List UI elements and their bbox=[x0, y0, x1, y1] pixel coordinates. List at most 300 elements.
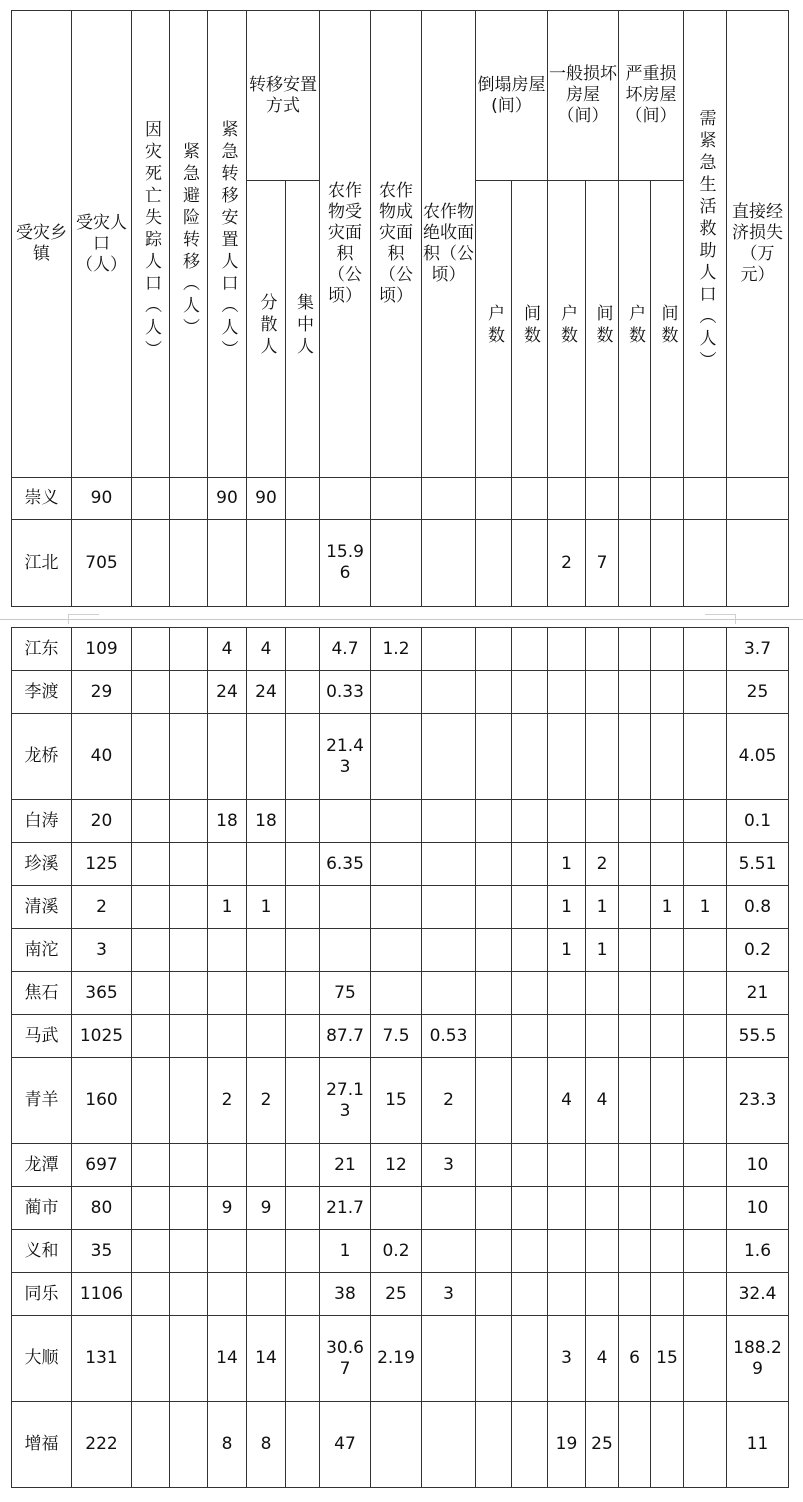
page-corner-mark bbox=[68, 614, 99, 624]
data-cell bbox=[619, 972, 651, 1015]
data-cell bbox=[286, 1273, 320, 1316]
data-cell bbox=[548, 628, 586, 671]
data-cell bbox=[286, 671, 320, 714]
data-cell bbox=[548, 972, 586, 1015]
table-row bbox=[12, 671, 789, 714]
data-cell bbox=[208, 843, 247, 886]
data-cell bbox=[619, 1015, 651, 1058]
data-cell: 19 bbox=[548, 1402, 586, 1488]
table-row bbox=[12, 972, 789, 1015]
data-cell bbox=[651, 1273, 684, 1316]
data-cell: 15 bbox=[371, 1058, 422, 1144]
data-cell: 35 bbox=[72, 1230, 132, 1273]
data-cell: 5.51 bbox=[727, 843, 789, 886]
table-row bbox=[12, 520, 789, 607]
data-cell: 4 bbox=[247, 628, 286, 671]
data-cell bbox=[619, 714, 651, 800]
data-cell bbox=[548, 1015, 586, 1058]
data-cell: 80 bbox=[72, 1187, 132, 1230]
data-cell bbox=[684, 800, 727, 843]
data-cell bbox=[512, 1187, 548, 1230]
data-cell: 4 bbox=[548, 1058, 586, 1144]
data-cell: 697 bbox=[72, 1144, 132, 1187]
data-cell bbox=[512, 671, 548, 714]
data-cell bbox=[247, 1015, 286, 1058]
table-row bbox=[12, 843, 789, 886]
table-row bbox=[12, 1273, 789, 1316]
town-name-cell: 珍溪 bbox=[12, 843, 72, 886]
data-cell bbox=[208, 972, 247, 1015]
data-cell: 32.4 bbox=[727, 1273, 789, 1316]
data-cell bbox=[422, 800, 476, 843]
data-cell bbox=[170, 1144, 208, 1187]
data-cell: 6.35 bbox=[320, 843, 371, 886]
data-cell bbox=[684, 843, 727, 886]
header-relocate-mode: 转移安置方式 bbox=[247, 11, 320, 181]
header-general-households: 户数 bbox=[548, 181, 586, 478]
data-cell bbox=[512, 800, 548, 843]
data-cell bbox=[422, 671, 476, 714]
data-cell bbox=[512, 1402, 548, 1488]
data-cell bbox=[132, 1316, 170, 1402]
town-name-cell: 义和 bbox=[12, 1230, 72, 1273]
data-cell bbox=[286, 1230, 320, 1273]
town-name-cell: 大顺 bbox=[12, 1316, 72, 1402]
data-cell bbox=[170, 478, 208, 520]
data-cell bbox=[371, 671, 422, 714]
data-cell: 2 bbox=[548, 520, 586, 607]
data-cell bbox=[586, 628, 619, 671]
data-cell: 0.33 bbox=[320, 671, 371, 714]
header-dispersed: 分散人 bbox=[247, 181, 286, 478]
table-row bbox=[12, 886, 789, 929]
town-name-cell: 同乐 bbox=[12, 1273, 72, 1316]
data-cell bbox=[286, 843, 320, 886]
data-cell bbox=[132, 1230, 170, 1273]
data-cell: 1 bbox=[684, 886, 727, 929]
data-cell: 1 bbox=[548, 886, 586, 929]
data-cell: 18 bbox=[208, 800, 247, 843]
data-cell bbox=[132, 671, 170, 714]
data-cell bbox=[286, 1015, 320, 1058]
data-cell bbox=[208, 1273, 247, 1316]
town-name-cell: 龙潭 bbox=[12, 1144, 72, 1187]
table-row bbox=[12, 1316, 789, 1402]
header-crop-affected: 农作物受灾面积（公顷） bbox=[320, 11, 371, 478]
data-cell bbox=[586, 800, 619, 843]
data-cell: 0.1 bbox=[727, 800, 789, 843]
data-cell bbox=[512, 1273, 548, 1316]
data-cell: 1 bbox=[651, 886, 684, 929]
data-cell bbox=[619, 886, 651, 929]
data-cell bbox=[371, 972, 422, 1015]
data-cell bbox=[247, 520, 286, 607]
header-collapsed-households: 户数 bbox=[476, 181, 512, 478]
data-cell bbox=[170, 628, 208, 671]
data-cell bbox=[371, 520, 422, 607]
data-cell bbox=[170, 520, 208, 607]
data-cell: 109 bbox=[72, 628, 132, 671]
data-cell bbox=[476, 929, 512, 972]
data-cell bbox=[286, 1187, 320, 1230]
data-cell bbox=[684, 972, 727, 1015]
data-cell bbox=[684, 1058, 727, 1144]
data-cell: 3.7 bbox=[727, 628, 789, 671]
header-relocate: 紧急转移安置人口（人） bbox=[208, 11, 247, 478]
data-cell: 9 bbox=[208, 1187, 247, 1230]
data-cell bbox=[512, 628, 548, 671]
data-cell bbox=[512, 972, 548, 1015]
data-cell bbox=[512, 886, 548, 929]
data-cell: 12 bbox=[371, 1144, 422, 1187]
data-cell bbox=[208, 520, 247, 607]
data-cell: 24 bbox=[208, 671, 247, 714]
disaster-table-part2 bbox=[11, 627, 789, 1488]
table-row bbox=[12, 1187, 789, 1230]
town-name-cell: 马武 bbox=[12, 1015, 72, 1058]
data-cell bbox=[651, 478, 684, 520]
data-cell bbox=[684, 671, 727, 714]
header-econ-loss: 直接经济损失（万元） bbox=[727, 11, 789, 478]
data-cell bbox=[512, 843, 548, 886]
data-cell: 30.67 bbox=[320, 1316, 371, 1402]
header-town: 受灾乡镇 bbox=[12, 11, 72, 478]
data-cell: 21.43 bbox=[320, 714, 371, 800]
town-name-cell: 江东 bbox=[12, 628, 72, 671]
data-cell bbox=[320, 800, 371, 843]
data-cell bbox=[320, 478, 371, 520]
data-cell bbox=[286, 972, 320, 1015]
data-cell bbox=[476, 1187, 512, 1230]
data-cell bbox=[170, 1015, 208, 1058]
town-name-cell: 清溪 bbox=[12, 886, 72, 929]
data-cell bbox=[586, 1015, 619, 1058]
data-cell: 1 bbox=[586, 929, 619, 972]
data-cell bbox=[586, 1187, 619, 1230]
data-cell bbox=[247, 929, 286, 972]
data-cell bbox=[286, 478, 320, 520]
data-cell: 20 bbox=[72, 800, 132, 843]
data-cell bbox=[512, 714, 548, 800]
data-cell bbox=[286, 628, 320, 671]
data-cell bbox=[586, 1230, 619, 1273]
header-severe-households: 户数 bbox=[619, 181, 651, 478]
data-cell bbox=[619, 929, 651, 972]
data-cell: 3 bbox=[422, 1144, 476, 1187]
data-cell bbox=[476, 520, 512, 607]
data-cell bbox=[170, 800, 208, 843]
disaster-table-part1 bbox=[11, 10, 789, 607]
data-cell bbox=[651, 800, 684, 843]
data-cell bbox=[586, 714, 619, 800]
data-cell: 0.53 bbox=[422, 1015, 476, 1058]
data-cell bbox=[619, 843, 651, 886]
data-cell: 87.7 bbox=[320, 1015, 371, 1058]
data-cell bbox=[422, 886, 476, 929]
data-cell: 24 bbox=[247, 671, 286, 714]
data-cell: 25 bbox=[727, 671, 789, 714]
data-cell: 4.7 bbox=[320, 628, 371, 671]
data-cell bbox=[684, 520, 727, 607]
data-cell bbox=[170, 929, 208, 972]
data-cell bbox=[170, 671, 208, 714]
data-cell bbox=[651, 714, 684, 800]
data-cell bbox=[684, 929, 727, 972]
data-cell bbox=[208, 1144, 247, 1187]
data-cell bbox=[619, 478, 651, 520]
data-cell bbox=[422, 843, 476, 886]
data-cell bbox=[371, 929, 422, 972]
table-row bbox=[12, 1144, 789, 1187]
data-cell: 1 bbox=[586, 886, 619, 929]
data-cell bbox=[727, 478, 789, 520]
data-cell bbox=[476, 1144, 512, 1187]
data-cell bbox=[170, 1058, 208, 1144]
data-cell bbox=[170, 1230, 208, 1273]
data-cell bbox=[586, 1144, 619, 1187]
data-cell bbox=[512, 1316, 548, 1402]
data-cell: 8 bbox=[208, 1402, 247, 1488]
data-cell bbox=[132, 478, 170, 520]
data-cell bbox=[132, 1015, 170, 1058]
data-cell bbox=[512, 929, 548, 972]
town-name-cell: 龙桥 bbox=[12, 714, 72, 800]
data-cell bbox=[371, 714, 422, 800]
data-cell bbox=[208, 1230, 247, 1273]
data-cell bbox=[476, 671, 512, 714]
data-cell bbox=[476, 886, 512, 929]
data-cell bbox=[619, 671, 651, 714]
data-cell: 55.5 bbox=[727, 1015, 789, 1058]
data-cell bbox=[619, 1144, 651, 1187]
data-cell bbox=[512, 478, 548, 520]
data-cell bbox=[422, 628, 476, 671]
data-cell: 1.6 bbox=[727, 1230, 789, 1273]
data-cell bbox=[476, 1058, 512, 1144]
town-name-cell: 白涛 bbox=[12, 800, 72, 843]
data-cell bbox=[132, 1144, 170, 1187]
data-cell bbox=[422, 714, 476, 800]
data-cell bbox=[132, 843, 170, 886]
data-cell bbox=[371, 1402, 422, 1488]
data-cell bbox=[684, 1402, 727, 1488]
data-cell bbox=[422, 929, 476, 972]
data-cell: 0.2 bbox=[371, 1230, 422, 1273]
data-cell bbox=[548, 478, 586, 520]
data-cell bbox=[684, 714, 727, 800]
data-cell: 14 bbox=[208, 1316, 247, 1402]
data-cell bbox=[651, 1144, 684, 1187]
data-cell: 2 bbox=[247, 1058, 286, 1144]
data-cell: 27.13 bbox=[320, 1058, 371, 1144]
data-cell: 15 bbox=[651, 1316, 684, 1402]
data-cell bbox=[619, 628, 651, 671]
data-cell: 15.96 bbox=[320, 520, 371, 607]
data-cell bbox=[476, 843, 512, 886]
data-cell bbox=[476, 628, 512, 671]
header-collapsed-rooms: 间数 bbox=[512, 181, 548, 478]
data-cell bbox=[651, 628, 684, 671]
data-cell: 25 bbox=[371, 1273, 422, 1316]
data-cell bbox=[247, 843, 286, 886]
data-cell bbox=[476, 714, 512, 800]
data-cell bbox=[619, 520, 651, 607]
data-cell: 0.2 bbox=[727, 929, 789, 972]
data-cell bbox=[684, 1230, 727, 1273]
data-cell: 11 bbox=[727, 1402, 789, 1488]
data-cell: 6 bbox=[619, 1316, 651, 1402]
data-cell: 8 bbox=[247, 1402, 286, 1488]
data-cell bbox=[619, 1187, 651, 1230]
header-dead-missing: 因灾死亡失踪人口（人） bbox=[132, 11, 170, 478]
data-cell: 7 bbox=[586, 520, 619, 607]
data-cell bbox=[286, 714, 320, 800]
data-cell bbox=[512, 1230, 548, 1273]
data-cell bbox=[371, 800, 422, 843]
data-cell: 10 bbox=[727, 1187, 789, 1230]
data-cell bbox=[132, 628, 170, 671]
data-cell bbox=[548, 1187, 586, 1230]
data-cell bbox=[286, 1402, 320, 1488]
header-severe-rooms: 间数 bbox=[651, 181, 684, 478]
data-cell bbox=[476, 800, 512, 843]
town-name-cell: 青羊 bbox=[12, 1058, 72, 1144]
data-cell bbox=[619, 1230, 651, 1273]
data-cell bbox=[476, 478, 512, 520]
data-cell: 4 bbox=[208, 628, 247, 671]
data-cell bbox=[132, 1273, 170, 1316]
data-cell bbox=[619, 1402, 651, 1488]
data-cell bbox=[586, 671, 619, 714]
data-cell bbox=[684, 1187, 727, 1230]
data-cell bbox=[476, 1273, 512, 1316]
data-cell: 4 bbox=[586, 1316, 619, 1402]
data-cell bbox=[548, 1144, 586, 1187]
data-cell bbox=[247, 714, 286, 800]
data-cell bbox=[476, 1316, 512, 1402]
data-cell: 7.5 bbox=[371, 1015, 422, 1058]
data-cell: 2 bbox=[586, 843, 619, 886]
data-cell bbox=[512, 1015, 548, 1058]
data-cell: 1 bbox=[247, 886, 286, 929]
data-cell bbox=[651, 1402, 684, 1488]
data-cell bbox=[247, 972, 286, 1015]
town-name-cell: 焦石 bbox=[12, 972, 72, 1015]
data-cell: 1 bbox=[208, 886, 247, 929]
data-cell: 131 bbox=[72, 1316, 132, 1402]
header-crop-failed: 农作物绝收面积（公顷） bbox=[422, 11, 476, 478]
data-cell bbox=[132, 886, 170, 929]
data-cell: 90 bbox=[247, 478, 286, 520]
data-cell bbox=[512, 1144, 548, 1187]
data-cell: 9 bbox=[247, 1187, 286, 1230]
data-cell: 40 bbox=[72, 714, 132, 800]
data-cell bbox=[422, 1230, 476, 1273]
data-cell: 4.05 bbox=[727, 714, 789, 800]
town-name-cell: 增福 bbox=[12, 1402, 72, 1488]
data-cell bbox=[422, 478, 476, 520]
header-severe-damaged: 严重损坏房屋（间） bbox=[619, 11, 684, 181]
data-cell bbox=[132, 1402, 170, 1488]
data-cell bbox=[422, 1402, 476, 1488]
data-cell: 10 bbox=[727, 1144, 789, 1187]
data-cell bbox=[422, 1316, 476, 1402]
data-cell bbox=[371, 843, 422, 886]
header-centralized: 集中人 bbox=[286, 181, 320, 478]
table-row bbox=[12, 1230, 789, 1273]
data-cell: 222 bbox=[72, 1402, 132, 1488]
table-row bbox=[12, 800, 789, 843]
data-cell: 3 bbox=[72, 929, 132, 972]
data-cell bbox=[727, 520, 789, 607]
data-cell: 21 bbox=[320, 1144, 371, 1187]
data-cell bbox=[208, 1015, 247, 1058]
data-cell: 0.8 bbox=[727, 886, 789, 929]
data-cell bbox=[132, 800, 170, 843]
data-cell bbox=[286, 1058, 320, 1144]
data-cell bbox=[684, 1144, 727, 1187]
data-cell bbox=[619, 1058, 651, 1144]
data-cell bbox=[512, 520, 548, 607]
data-cell bbox=[132, 1058, 170, 1144]
data-cell: 4 bbox=[586, 1058, 619, 1144]
header-evac: 紧急避险转移（人） bbox=[170, 11, 208, 478]
table-row bbox=[12, 929, 789, 972]
data-cell: 2 bbox=[422, 1058, 476, 1144]
data-cell: 47 bbox=[320, 1402, 371, 1488]
table-row bbox=[12, 1015, 789, 1058]
data-cell: 2 bbox=[72, 886, 132, 929]
data-cell bbox=[208, 929, 247, 972]
data-cell: 21.7 bbox=[320, 1187, 371, 1230]
data-cell: 2.19 bbox=[371, 1316, 422, 1402]
data-cell bbox=[170, 843, 208, 886]
data-cell: 29 bbox=[72, 671, 132, 714]
header-general-damaged: 一般损坏房屋（间） bbox=[548, 11, 619, 181]
data-cell bbox=[422, 520, 476, 607]
data-cell bbox=[651, 843, 684, 886]
data-cell bbox=[548, 1273, 586, 1316]
data-cell: 125 bbox=[72, 843, 132, 886]
data-cell: 1.2 bbox=[371, 628, 422, 671]
data-cell bbox=[170, 1316, 208, 1402]
data-cell bbox=[651, 520, 684, 607]
data-cell: 2 bbox=[208, 1058, 247, 1144]
data-cell bbox=[170, 1273, 208, 1316]
data-cell: 1 bbox=[548, 843, 586, 886]
data-cell bbox=[247, 1144, 286, 1187]
data-cell bbox=[170, 1402, 208, 1488]
data-cell: 160 bbox=[72, 1058, 132, 1144]
data-cell: 23.3 bbox=[727, 1058, 789, 1144]
data-cell bbox=[684, 1273, 727, 1316]
data-cell bbox=[170, 1187, 208, 1230]
data-cell: 90 bbox=[72, 478, 132, 520]
data-cell: 18 bbox=[247, 800, 286, 843]
data-cell bbox=[476, 1402, 512, 1488]
data-cell bbox=[371, 886, 422, 929]
town-name-cell: 崇义 bbox=[12, 478, 72, 520]
table-row bbox=[12, 714, 789, 800]
data-cell bbox=[586, 972, 619, 1015]
table-row bbox=[12, 1402, 789, 1488]
header-general-rooms: 间数 bbox=[586, 181, 619, 478]
header-crop-damaged: 农作物成灾面积（公顷） bbox=[371, 11, 422, 478]
data-cell bbox=[170, 886, 208, 929]
data-cell: 705 bbox=[72, 520, 132, 607]
data-cell: 1 bbox=[320, 1230, 371, 1273]
table-row bbox=[12, 1058, 789, 1144]
